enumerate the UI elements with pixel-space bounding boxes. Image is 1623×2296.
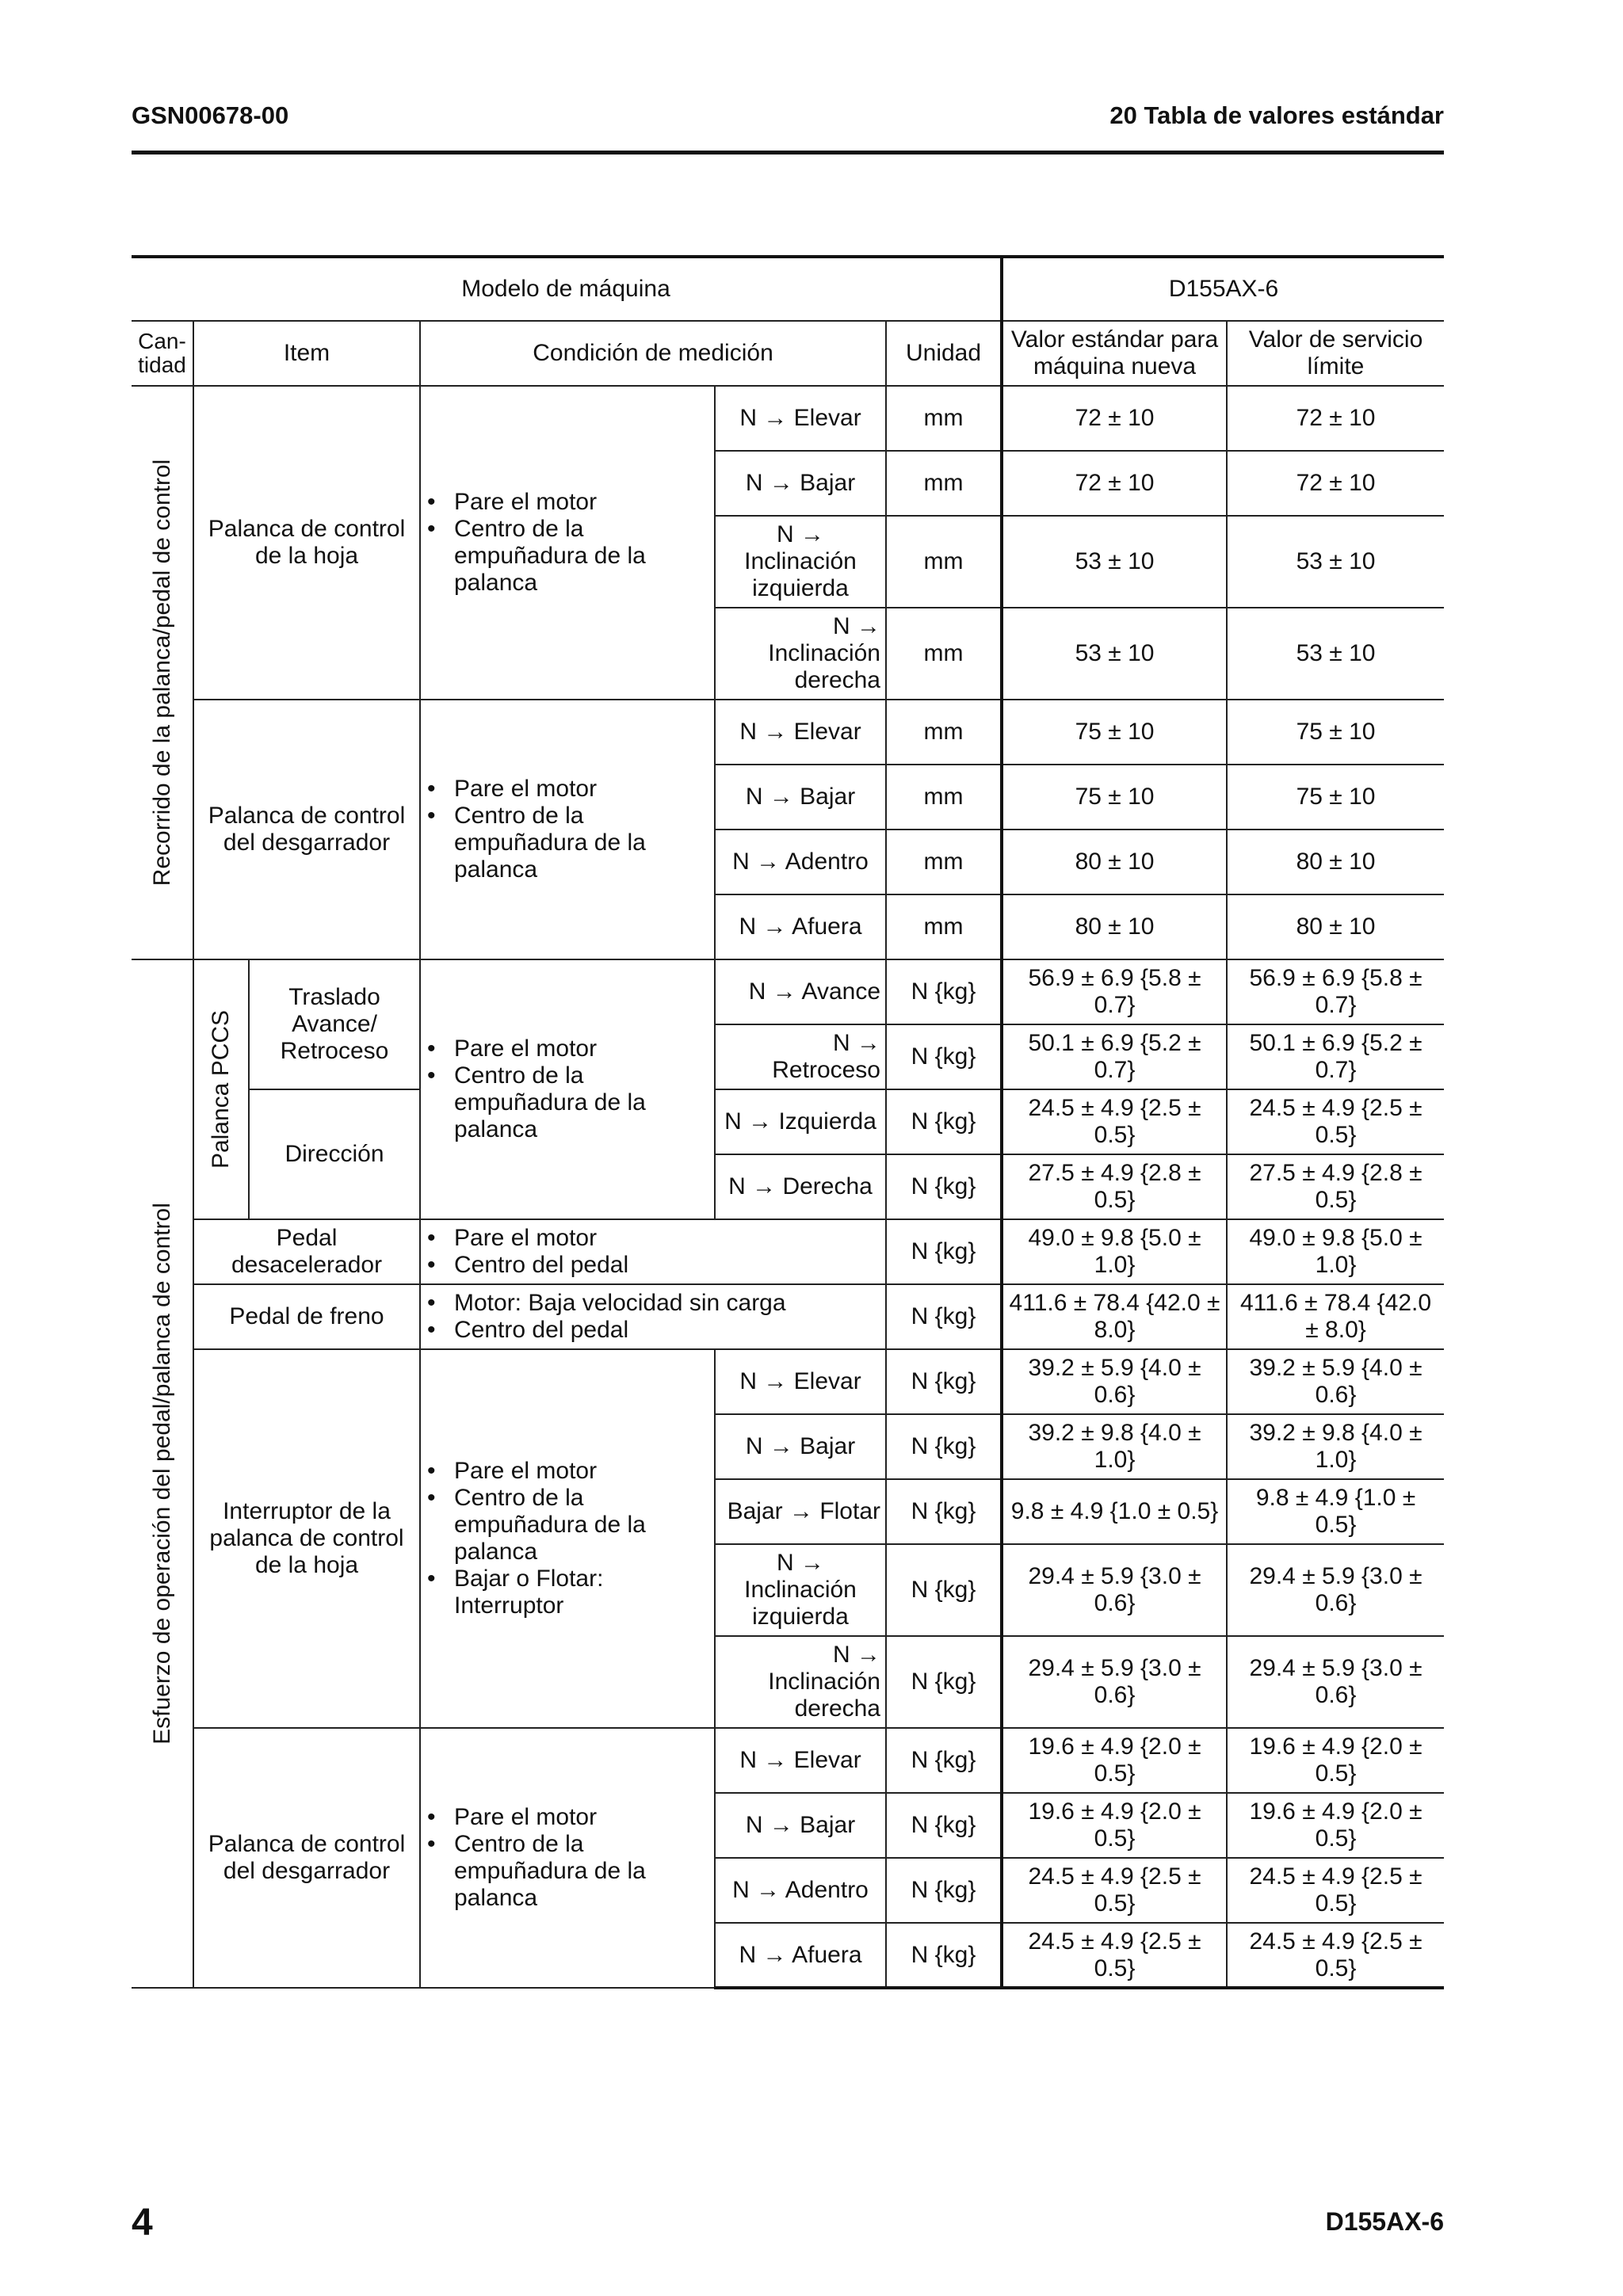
position-cell: Bajar → Flotar	[715, 1479, 886, 1544]
table-row	[132, 1219, 1444, 1284]
blade-switch-condition	[420, 1349, 715, 1728]
position-cell: N → Bajar	[715, 765, 886, 830]
condition-line: • Centro del pedal	[427, 1317, 880, 1344]
group-travel-label	[132, 386, 193, 959]
unit-cell: N {kg}	[886, 1154, 1002, 1219]
pccs-condition	[420, 959, 715, 1219]
col-condition-header: Condición de medición	[420, 321, 886, 386]
condition-line: • Pare el motor	[427, 1225, 880, 1252]
position-cell: N → Inclinación izquierda	[715, 516, 886, 608]
col-item-header: Item	[193, 321, 420, 386]
group-travel-text: Recorrido de la palanca/pedal de control	[148, 459, 175, 887]
model-row	[132, 257, 1444, 321]
unit-cell: N {kg}	[886, 1349, 1002, 1414]
pccs-lever-text: Palanca PCCS	[208, 1009, 234, 1169]
unit-cell: N {kg}	[886, 1793, 1002, 1858]
position-cell: N → Afuera	[715, 1923, 886, 1988]
std-value-cell: 80 ± 10	[1002, 894, 1227, 959]
limit-value-cell: 24.5 ± 4.9 {2.5 ± 0.5}	[1227, 1923, 1444, 1988]
unit-cell: N {kg}	[886, 1479, 1002, 1544]
brake-pedal-item: Pedal de freno	[193, 1284, 420, 1349]
limit-value-cell: 75 ± 10	[1227, 765, 1444, 830]
pccs-lever-label	[193, 959, 249, 1219]
limit-value-cell: 19.6 ± 4.9 {2.0 ± 0.5}	[1227, 1728, 1444, 1793]
limit-value-cell: 411.6 ± 78.4 {42.0 ± 8.0}	[1227, 1284, 1444, 1349]
position-cell: N → Inclinación derecha	[715, 608, 886, 700]
limit-value-cell: 56.9 ± 6.9 {5.8 ± 0.7}	[1227, 959, 1444, 1024]
col-qty-header: Can-tidad	[132, 321, 193, 386]
table-row	[132, 1349, 1444, 1414]
ripper-lever-item: Palanca de control del desgarrador	[193, 700, 420, 959]
condition-line: • Centro del pedal	[427, 1252, 880, 1279]
limit-value-cell: 27.5 ± 4.9 {2.8 ± 0.5}	[1227, 1154, 1444, 1219]
decel-pedal-condition	[420, 1219, 886, 1284]
position-cell: N → Bajar	[715, 1793, 886, 1858]
std-value-cell: 29.4 ± 5.9 {3.0 ± 0.6}	[1002, 1636, 1227, 1728]
limit-value-cell: 53 ± 10	[1227, 608, 1444, 700]
std-value-cell: 24.5 ± 4.9 {2.5 ± 0.5}	[1002, 1089, 1227, 1154]
pccs-steering-item: Dirección	[249, 1089, 420, 1219]
ripper-lever-effort-item: Palanca de control del desgarrador	[193, 1728, 420, 1988]
table-row	[132, 1089, 1444, 1154]
std-value-cell: 72 ± 10	[1002, 451, 1227, 516]
table-row	[132, 1728, 1444, 1793]
unit-cell: N {kg}	[886, 1089, 1002, 1154]
condition-line: • Centro de la empuñadura de la palanca	[427, 516, 709, 597]
std-value-cell: 53 ± 10	[1002, 516, 1227, 608]
standard-values-table	[132, 255, 1444, 1989]
unit-cell: N {kg}	[886, 1414, 1002, 1479]
position-cell: N → Elevar	[715, 1728, 886, 1793]
pccs-travel-item: Traslado Avance/ Retroceso	[249, 959, 420, 1089]
condition-line: • Pare el motor	[427, 489, 709, 516]
limit-value-cell: 24.5 ± 4.9 {2.5 ± 0.5}	[1227, 1858, 1444, 1923]
group-effort-text: Esfuerzo de operación del pedal/palanca de control	[148, 1203, 175, 1745]
limit-value-cell: 39.2 ± 9.8 {4.0 ± 1.0}	[1227, 1414, 1444, 1479]
column-header-row	[132, 321, 1444, 386]
limit-value-cell: 72 ± 10	[1227, 451, 1444, 516]
unit-cell: mm	[886, 386, 1002, 451]
header-rule	[132, 151, 1444, 154]
limit-value-cell: 80 ± 10	[1227, 830, 1444, 894]
limit-value-cell: 19.6 ± 4.9 {2.0 ± 0.5}	[1227, 1793, 1444, 1858]
condition-line: • Motor: Baja velocidad sin carga	[427, 1290, 880, 1317]
col-unit-header: Unidad	[886, 321, 1002, 386]
std-value-cell: 411.6 ± 78.4 {42.0 ± 8.0}	[1002, 1284, 1227, 1349]
condition-line: • Centro de la empuñadura de la palanca	[427, 1831, 709, 1912]
unit-cell: N {kg}	[886, 1219, 1002, 1284]
unit-cell: mm	[886, 765, 1002, 830]
position-cell: N → Elevar	[715, 1349, 886, 1414]
table-row	[132, 959, 1444, 1024]
position-cell: N → Izquierda	[715, 1089, 886, 1154]
unit-cell: N {kg}	[886, 1284, 1002, 1349]
std-value-cell: 50.1 ± 6.9 {5.2 ± 0.7}	[1002, 1024, 1227, 1089]
std-value-cell: 19.6 ± 4.9 {2.0 ± 0.5}	[1002, 1793, 1227, 1858]
unit-cell: mm	[886, 608, 1002, 700]
limit-value-cell: 39.2 ± 5.9 {4.0 ± 0.6}	[1227, 1349, 1444, 1414]
unit-cell: mm	[886, 700, 1002, 765]
condition-line: • Centro de la empuñadura de la palanca	[427, 1062, 709, 1143]
unit-cell: mm	[886, 894, 1002, 959]
unit-cell: mm	[886, 830, 1002, 894]
unit-cell: N {kg}	[886, 959, 1002, 1024]
position-cell: N → Inclinación izquierda	[715, 1544, 886, 1636]
group-effort-label	[132, 959, 193, 1988]
std-value-cell: 56.9 ± 6.9 {5.8 ± 0.7}	[1002, 959, 1227, 1024]
position-cell: N → Bajar	[715, 451, 886, 516]
footer-model: D155AX-6	[1325, 2207, 1444, 2236]
std-value-cell: 9.8 ± 4.9 {1.0 ± 0.5}	[1002, 1479, 1227, 1544]
limit-value-cell: 24.5 ± 4.9 {2.5 ± 0.5}	[1227, 1089, 1444, 1154]
std-value-cell: 53 ± 10	[1002, 608, 1227, 700]
std-value-cell: 24.5 ± 4.9 {2.5 ± 0.5}	[1002, 1923, 1227, 1988]
condition-line: • Centro de la empuñadura de la palanca	[427, 803, 709, 883]
condition-line: • Bajar o Flotar: Interruptor	[427, 1566, 709, 1619]
brake-pedal-condition	[420, 1284, 886, 1349]
blade-lever-condition	[420, 386, 715, 700]
std-value-cell: 19.6 ± 4.9 {2.0 ± 0.5}	[1002, 1728, 1227, 1793]
unit-cell: mm	[886, 516, 1002, 608]
limit-value-cell: 29.4 ± 5.9 {3.0 ± 0.6}	[1227, 1544, 1444, 1636]
blade-lever-item: Palanca de control de la hoja	[193, 386, 420, 700]
std-value-cell: 80 ± 10	[1002, 830, 1227, 894]
decel-pedal-item: Pedal desacelerador	[193, 1219, 420, 1284]
position-cell: N → Derecha	[715, 1154, 886, 1219]
position-cell: N → Avance	[715, 959, 886, 1024]
table-row	[132, 386, 1444, 451]
position-cell: N → Inclinación derecha	[715, 1636, 886, 1728]
model-value: D155AX-6	[1002, 257, 1444, 321]
position-cell: N → Adentro	[715, 830, 886, 894]
position-cell: N → Adentro	[715, 1858, 886, 1923]
ripper-lever-condition	[420, 700, 715, 959]
table-row	[132, 700, 1444, 765]
limit-value-cell: 72 ± 10	[1227, 386, 1444, 451]
model-label: Modelo de máquina	[132, 257, 1002, 321]
unit-cell: N {kg}	[886, 1923, 1002, 1988]
ripper-lever-effort-condition	[420, 1728, 715, 1988]
unit-cell: N {kg}	[886, 1728, 1002, 1793]
std-value-cell: 39.2 ± 9.8 {4.0 ± 1.0}	[1002, 1414, 1227, 1479]
unit-cell: N {kg}	[886, 1636, 1002, 1728]
limit-value-cell: 9.8 ± 4.9 {1.0 ± 0.5}	[1227, 1479, 1444, 1544]
col-std-header: Valor estándar para máquina nueva	[1002, 321, 1227, 386]
unit-cell: mm	[886, 451, 1002, 516]
position-cell: N → Elevar	[715, 700, 886, 765]
table-row	[132, 1284, 1444, 1349]
document-code: GSN00678-00	[132, 101, 289, 129]
std-value-cell: 49.0 ± 9.8 {5.0 ± 1.0}	[1002, 1219, 1227, 1284]
col-limit-header: Valor de servicio límite	[1227, 321, 1444, 386]
position-cell: N → Elevar	[715, 386, 886, 451]
unit-cell: N {kg}	[886, 1544, 1002, 1636]
condition-line: • Pare el motor	[427, 1804, 709, 1831]
std-value-cell: 75 ± 10	[1002, 765, 1227, 830]
position-cell: N → Bajar	[715, 1414, 886, 1479]
std-value-cell: 24.5 ± 4.9 {2.5 ± 0.5}	[1002, 1858, 1227, 1923]
std-value-cell: 29.4 ± 5.9 {3.0 ± 0.6}	[1002, 1544, 1227, 1636]
unit-cell: N {kg}	[886, 1024, 1002, 1089]
limit-value-cell: 29.4 ± 5.9 {3.0 ± 0.6}	[1227, 1636, 1444, 1728]
condition-line: • Pare el motor	[427, 776, 709, 803]
unit-cell: N {kg}	[886, 1858, 1002, 1923]
condition-line: • Pare el motor	[427, 1458, 709, 1485]
condition-line: • Centro de la empuñadura de la palanca	[427, 1485, 709, 1566]
limit-value-cell: 50.1 ± 6.9 {5.2 ± 0.7}	[1227, 1024, 1444, 1089]
limit-value-cell: 75 ± 10	[1227, 700, 1444, 765]
std-value-cell: 75 ± 10	[1002, 700, 1227, 765]
page-number: 4	[132, 2202, 153, 2244]
position-cell: N → Retroceso	[715, 1024, 886, 1089]
position-cell: N → Afuera	[715, 894, 886, 959]
blade-switch-item: Interruptor de la palanca de control de la hoja	[193, 1349, 420, 1728]
std-value-cell: 72 ± 10	[1002, 386, 1227, 451]
condition-line: • Pare el motor	[427, 1035, 709, 1062]
limit-value-cell: 80 ± 10	[1227, 894, 1444, 959]
section-title: 20 Tabla de valores estándar	[1109, 101, 1444, 129]
limit-value-cell: 53 ± 10	[1227, 516, 1444, 608]
limit-value-cell: 49.0 ± 9.8 {5.0 ± 1.0}	[1227, 1219, 1444, 1284]
std-value-cell: 39.2 ± 5.9 {4.0 ± 0.6}	[1002, 1349, 1227, 1414]
std-value-cell: 27.5 ± 4.9 {2.8 ± 0.5}	[1002, 1154, 1227, 1219]
